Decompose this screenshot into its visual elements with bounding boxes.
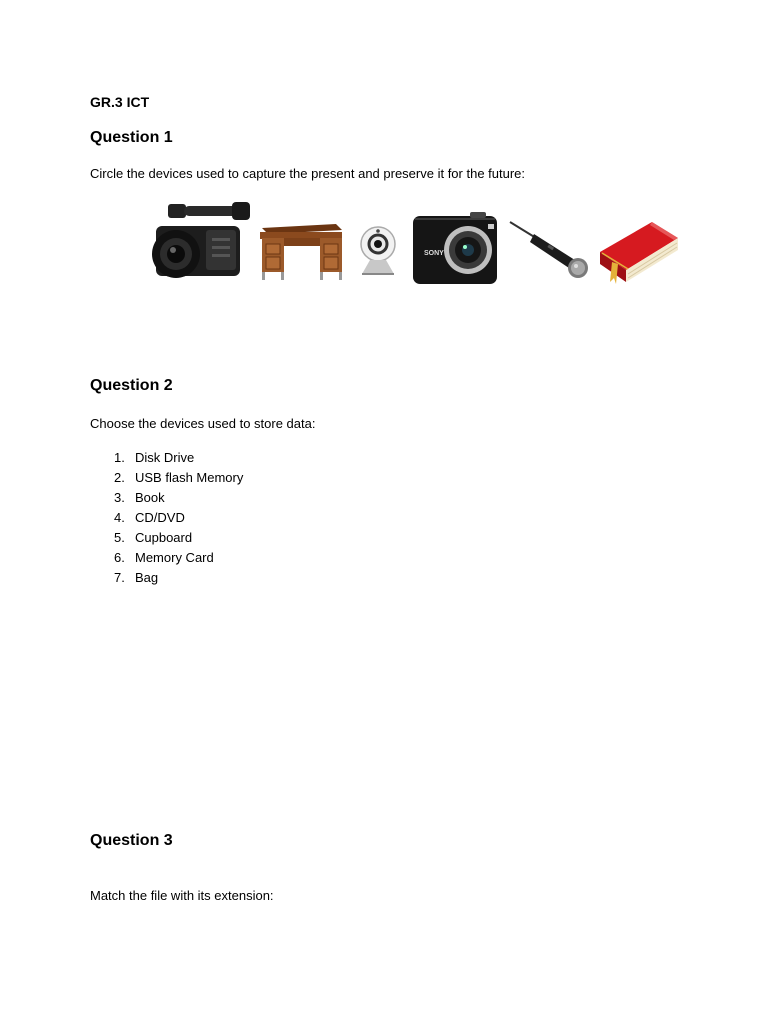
- list-item[interactable]: [114, 528, 243, 548]
- list-item-label: Disk Drive: [135, 450, 195, 465]
- document-title: GR.3 ICT: [90, 94, 150, 110]
- list-number: 6.: [114, 550, 125, 565]
- list-number: 4.: [114, 510, 125, 525]
- list-number: 3.: [114, 490, 125, 505]
- list-number: 7.: [114, 570, 125, 585]
- book-icon[interactable]: [598, 198, 682, 288]
- list-number: 2.: [114, 470, 125, 485]
- list-item-label: Book: [135, 490, 165, 505]
- webcam-icon[interactable]: [356, 198, 400, 288]
- list-item-label: Bag: [135, 570, 159, 585]
- device-images-row: [146, 198, 682, 288]
- question-3-heading: Question 3: [90, 832, 173, 849]
- question-1-text: Circle the devices used to capture the present and preserve it for the future:: [90, 166, 526, 181]
- list-number: 5.: [114, 530, 125, 545]
- question-1-heading: Question 1: [90, 129, 173, 146]
- list-item-label: CD/DVD: [135, 510, 185, 525]
- microphone-icon[interactable]: [508, 198, 594, 288]
- list-item[interactable]: [114, 448, 243, 468]
- storage-options-list: [114, 448, 243, 588]
- list-item[interactable]: [114, 568, 243, 588]
- list-item[interactable]: [114, 468, 243, 488]
- list-item-label: USB flash Memory: [135, 470, 244, 485]
- list-item-label: Memory Card: [135, 550, 214, 565]
- digital-camera-icon[interactable]: [410, 198, 500, 288]
- list-item[interactable]: [114, 488, 243, 508]
- question-2-text: Choose the devices used to store data:: [90, 416, 316, 431]
- list-number: 1.: [114, 450, 125, 465]
- list-item[interactable]: [114, 508, 243, 528]
- desk-icon[interactable]: [256, 198, 344, 288]
- list-item[interactable]: [114, 548, 243, 568]
- video-camera-icon[interactable]: [146, 198, 254, 288]
- list-item-label: Cupboard: [135, 530, 193, 545]
- question-2-heading: Question 2: [90, 377, 173, 394]
- camera-brand-text: SONY: [424, 250, 444, 257]
- question-3-text: Match the file with its extension:: [90, 888, 274, 903]
